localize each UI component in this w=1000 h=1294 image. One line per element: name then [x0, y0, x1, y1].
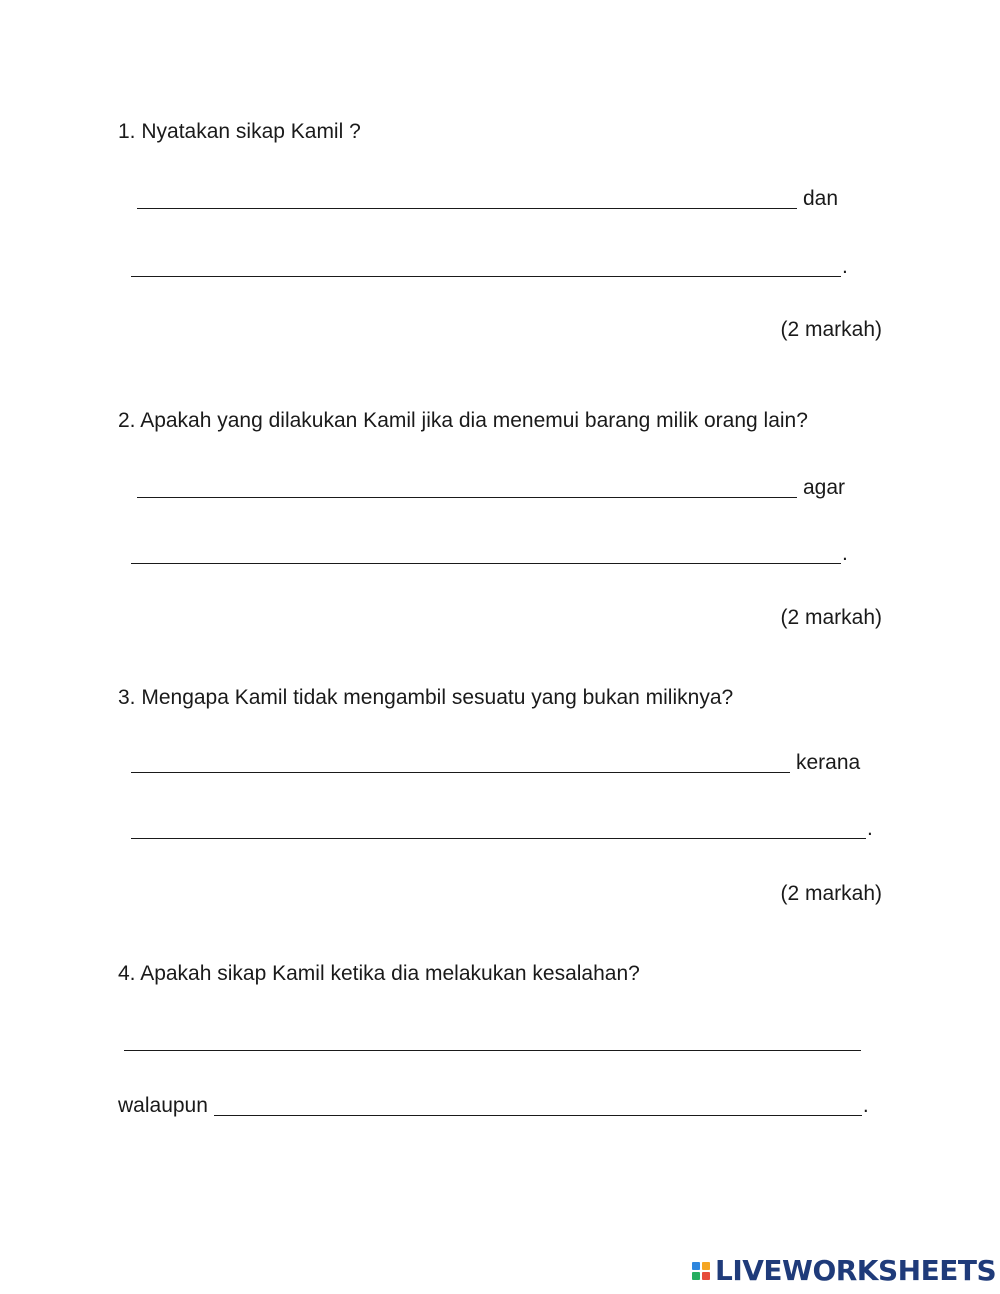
question-4-text: 4. Apakah sikap Kamil ketika dia melakukan kesalahan? [118, 962, 640, 985]
answer-blank-1b[interactable] [131, 256, 841, 277]
question-3-answer-line-2 [131, 818, 873, 839]
connector-walaupun: walaupun [118, 1094, 208, 1117]
answer-blank-2a[interactable] [137, 477, 797, 498]
period: . [842, 255, 848, 278]
period: . [862, 1094, 869, 1117]
question-2-text: 2. Apakah yang dilakukan Kamil jika dia menemui barang milik orang lain? [118, 409, 808, 432]
question-1-answer-line-2 [131, 256, 848, 277]
logo-square-orange [702, 1262, 710, 1270]
marks-label-3: (2 markah) [780, 882, 882, 905]
question-2-answer-line-2 [131, 543, 848, 564]
answer-blank-2b[interactable] [131, 543, 841, 564]
period: . [842, 542, 848, 565]
question-4-answer-line-2 [118, 1095, 869, 1116]
answer-blank-3b[interactable] [131, 818, 866, 839]
question-1-answer-line-1 [137, 188, 838, 209]
marks-label-2: (2 markah) [780, 606, 882, 629]
answer-blank-1a[interactable] [137, 188, 797, 209]
question-1-text: 1. Nyatakan sikap Kamil ? [118, 120, 361, 143]
connector-dan: dan [803, 187, 839, 210]
question-3-text: 3. Mengapa Kamil tidak mengambil sesuatu yang bukan miliknya? [118, 686, 734, 709]
logo-text: LIVEWORKSHEETS [715, 1254, 997, 1287]
connector-kerana: kerana [796, 751, 861, 774]
logo-square-blue [692, 1262, 700, 1270]
answer-blank-4a[interactable] [124, 1030, 861, 1051]
question-3-answer-line-1 [131, 752, 860, 773]
answer-blank-3a[interactable] [131, 752, 790, 773]
question-2-answer-line-1 [137, 477, 845, 498]
question-4-answer-line-1 [124, 1030, 861, 1051]
connector-agar: agar [803, 476, 846, 499]
logo-square-green [692, 1272, 700, 1280]
answer-blank-4b[interactable] [214, 1095, 862, 1116]
marks-label-1: (2 markah) [780, 318, 882, 341]
logo-icon [692, 1262, 710, 1280]
period: . [867, 817, 873, 840]
liveworksheets-logo [692, 1254, 996, 1287]
logo-square-red [702, 1272, 710, 1280]
